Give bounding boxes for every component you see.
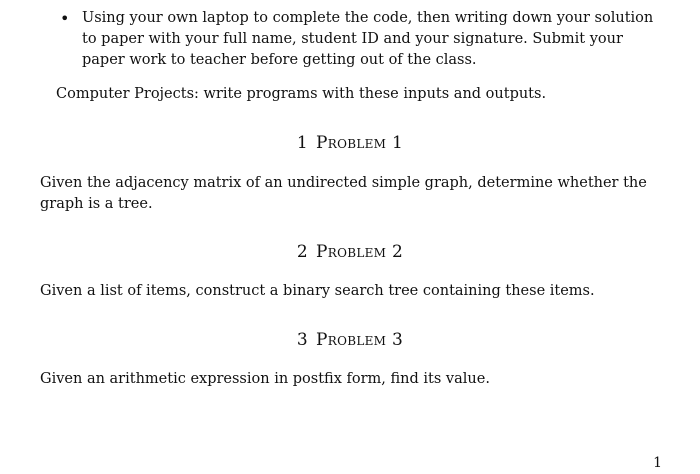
page-number: 1 bbox=[653, 455, 662, 471]
section-heading-3 bbox=[0, 330, 700, 350]
section-number: 3 bbox=[296, 330, 309, 350]
problem-3-text: Given an arithmetic expression in postfix form, find its value. bbox=[40, 371, 490, 387]
section-title: Problem 2 bbox=[316, 242, 404, 262]
section-title: Problem 3 bbox=[316, 330, 404, 350]
bullet-icon: • bbox=[60, 9, 70, 28]
instruction-text: Using your own laptop to complete the code, then writing down your solution to paper with your full name, student ID and your signature. Submit your paper work to teacher before getting out of the class. bbox=[82, 10, 654, 68]
instruction-item bbox=[60, 8, 670, 71]
section-heading-1 bbox=[0, 133, 700, 153]
intro-text: Computer Projects: write programs with these inputs and outputs. bbox=[56, 86, 547, 102]
instruction-list bbox=[60, 8, 670, 71]
problem-1-text: Given the adjacency matrix of an undirected simple graph, determine whether the graph is a tree. bbox=[40, 175, 647, 212]
section-number: 2 bbox=[296, 242, 309, 262]
section-title: Problem 1 bbox=[316, 133, 404, 153]
section-number: 1 bbox=[296, 133, 309, 153]
problem-2-text: Given a list of items, construct a binary search tree containing these items. bbox=[40, 283, 595, 299]
section-heading-2 bbox=[0, 242, 700, 262]
